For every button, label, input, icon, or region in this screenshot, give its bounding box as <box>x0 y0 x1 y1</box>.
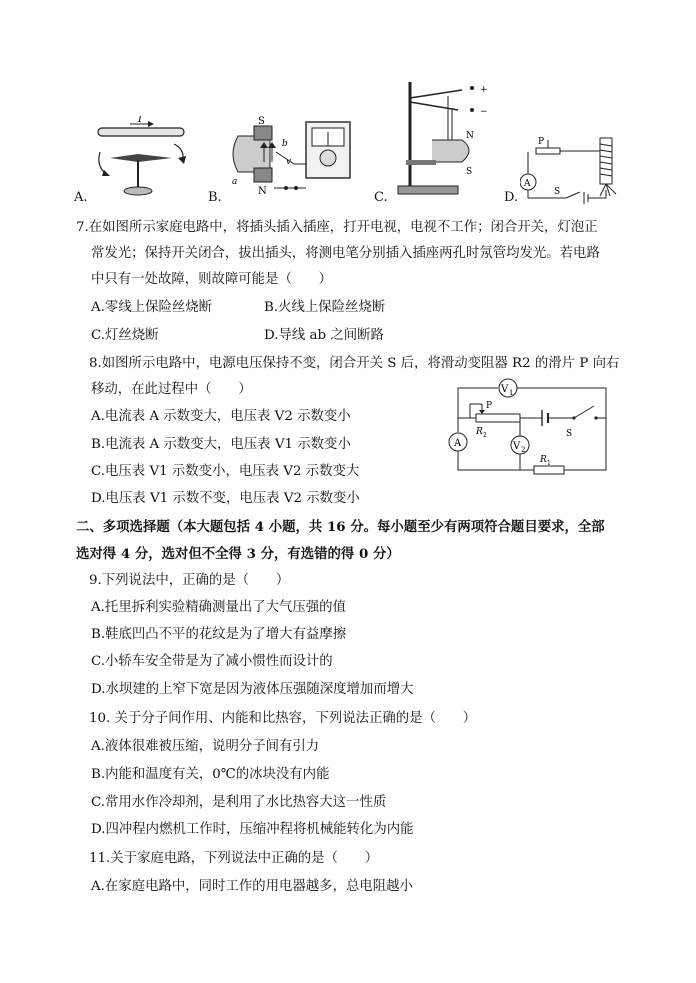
figure-row <box>74 76 634 212</box>
svg-text:P: P <box>538 137 545 147</box>
svg-text:V: V <box>513 441 521 452</box>
q7-line2: 常发光；保持开关闭合，拔出插头，将测电笔分别插入插座两孔时氖管均发光。若电路 <box>91 246 600 261</box>
q8-option-d: D.电压表 V1 示数不变，电压表 V2 示数变小 <box>91 491 360 506</box>
svg-text:S: S <box>554 187 561 197</box>
svg-text:R: R <box>540 455 547 465</box>
q8-circuit-diagram <box>446 378 614 480</box>
q10-option-c: C.常用水作冷却剂，是利用了水比热容大这一性质 <box>91 795 387 810</box>
section2-header-line2: 选对得 4 分，选对但不全得 3 分，有选错的得 0 分） <box>76 546 400 562</box>
svg-text:1: 1 <box>547 460 551 467</box>
q9-option-d: D.水坝建的上窄下宽是因为液体压强随深度增加而增大 <box>91 682 414 697</box>
figure-c-label: C. <box>374 190 388 205</box>
q7-line3: 中只有一处故障，则故障可能是（ ） <box>91 272 333 287</box>
svg-text:2: 2 <box>521 446 526 454</box>
q7-line1: 7.在如图所示家庭电路中，将插头插入插座，打开电视，电视不工作；闭合开关，灯泡正 <box>76 220 598 235</box>
q9-option-b: B.鞋底凹凸不平的花纹是为了增大有益摩擦 <box>91 627 347 642</box>
svg-text:1: 1 <box>509 389 514 397</box>
q9-stem: 9.下列说法中，正确的是（ ） <box>89 573 290 588</box>
q10-option-b: B.内能和温度有关，0℃的冰块没有内能 <box>91 767 330 782</box>
q9-option-c: C.小轿车安全带是为了减小惯性而设计的 <box>91 654 333 669</box>
figure-a-label: A. <box>74 190 88 205</box>
svg-text:b: b <box>282 139 288 149</box>
svg-text:A: A <box>454 438 462 449</box>
q10-stem: 10. 关于分子间作用、内能和比热容，下列说法正确的是（ ） <box>89 711 477 726</box>
svg-text:V: V <box>501 384 509 395</box>
q9-option-a: A.托里拆利实验精确测量出了大气压强的值 <box>91 600 346 615</box>
q10-option-d: D.四冲程内燃机工作时，压缩冲程将机械能转化为内能 <box>91 822 414 837</box>
figure-d-label: D. <box>504 190 519 205</box>
q7-option-c: C.灯丝烧断 <box>91 328 159 343</box>
svg-text:a: a <box>232 177 238 187</box>
q8-option-c: C.电压表 V1 示数变小，电压表 V2 示数变大 <box>91 464 360 479</box>
svg-text:2: 2 <box>483 432 487 439</box>
figure-a-wire-compass <box>92 116 192 200</box>
svg-text:v: v <box>286 157 292 167</box>
figure-b-label: B. <box>208 190 222 205</box>
svg-text:N: N <box>466 131 474 141</box>
q11-stem: 11.关于家庭电路，下列说法中正确的是（ ） <box>89 851 379 866</box>
svg-text:S: S <box>566 429 573 439</box>
svg-text:R: R <box>476 427 483 437</box>
q10-option-a: A.液体很难被压缩，说明分子间有引力 <box>91 739 320 754</box>
figure-c-stand <box>392 76 502 202</box>
q7-option-b: B.火线上保险丝烧断 <box>264 300 386 315</box>
q7-option-d: D.导线 ab 之间断路 <box>264 328 384 343</box>
svg-text:−: − <box>480 107 488 117</box>
q11-option-a: A.在家庭电路中，同时工作的用电器越多，总电阻越小 <box>91 879 413 894</box>
svg-text:S: S <box>258 116 265 127</box>
section2-header-line1: 二、多项选择题（本大题包括 4 小题，共 16 分。每小题至少有两项符合题目要求，全部 <box>76 519 605 535</box>
q8-option-b: B.电流表 A 示数变大，电压表 V1 示数变小 <box>91 437 351 452</box>
figure-b-induction <box>224 112 354 200</box>
q8-line1: 8.如图所示电路中，电源电压保持不变，闭合开关 S 后，将滑动变阻器 R2 的滑片 P 向右 <box>89 356 620 371</box>
q8-line2: 移动，在此过程中（ ） <box>91 382 252 397</box>
svg-text:I: I <box>138 116 142 125</box>
svg-text:+: + <box>480 85 488 95</box>
svg-text:P: P <box>486 401 493 411</box>
svg-text:S: S <box>466 167 473 177</box>
figure-d-electromagnet-circuit <box>520 134 630 204</box>
q8-option-a: A.电流表 A 示数变大，电压表 V2 示数变小 <box>91 409 351 424</box>
svg-text:A: A <box>524 179 531 189</box>
q7-option-a: A.零线上保险丝烧断 <box>91 300 213 315</box>
svg-text:N: N <box>258 186 267 197</box>
